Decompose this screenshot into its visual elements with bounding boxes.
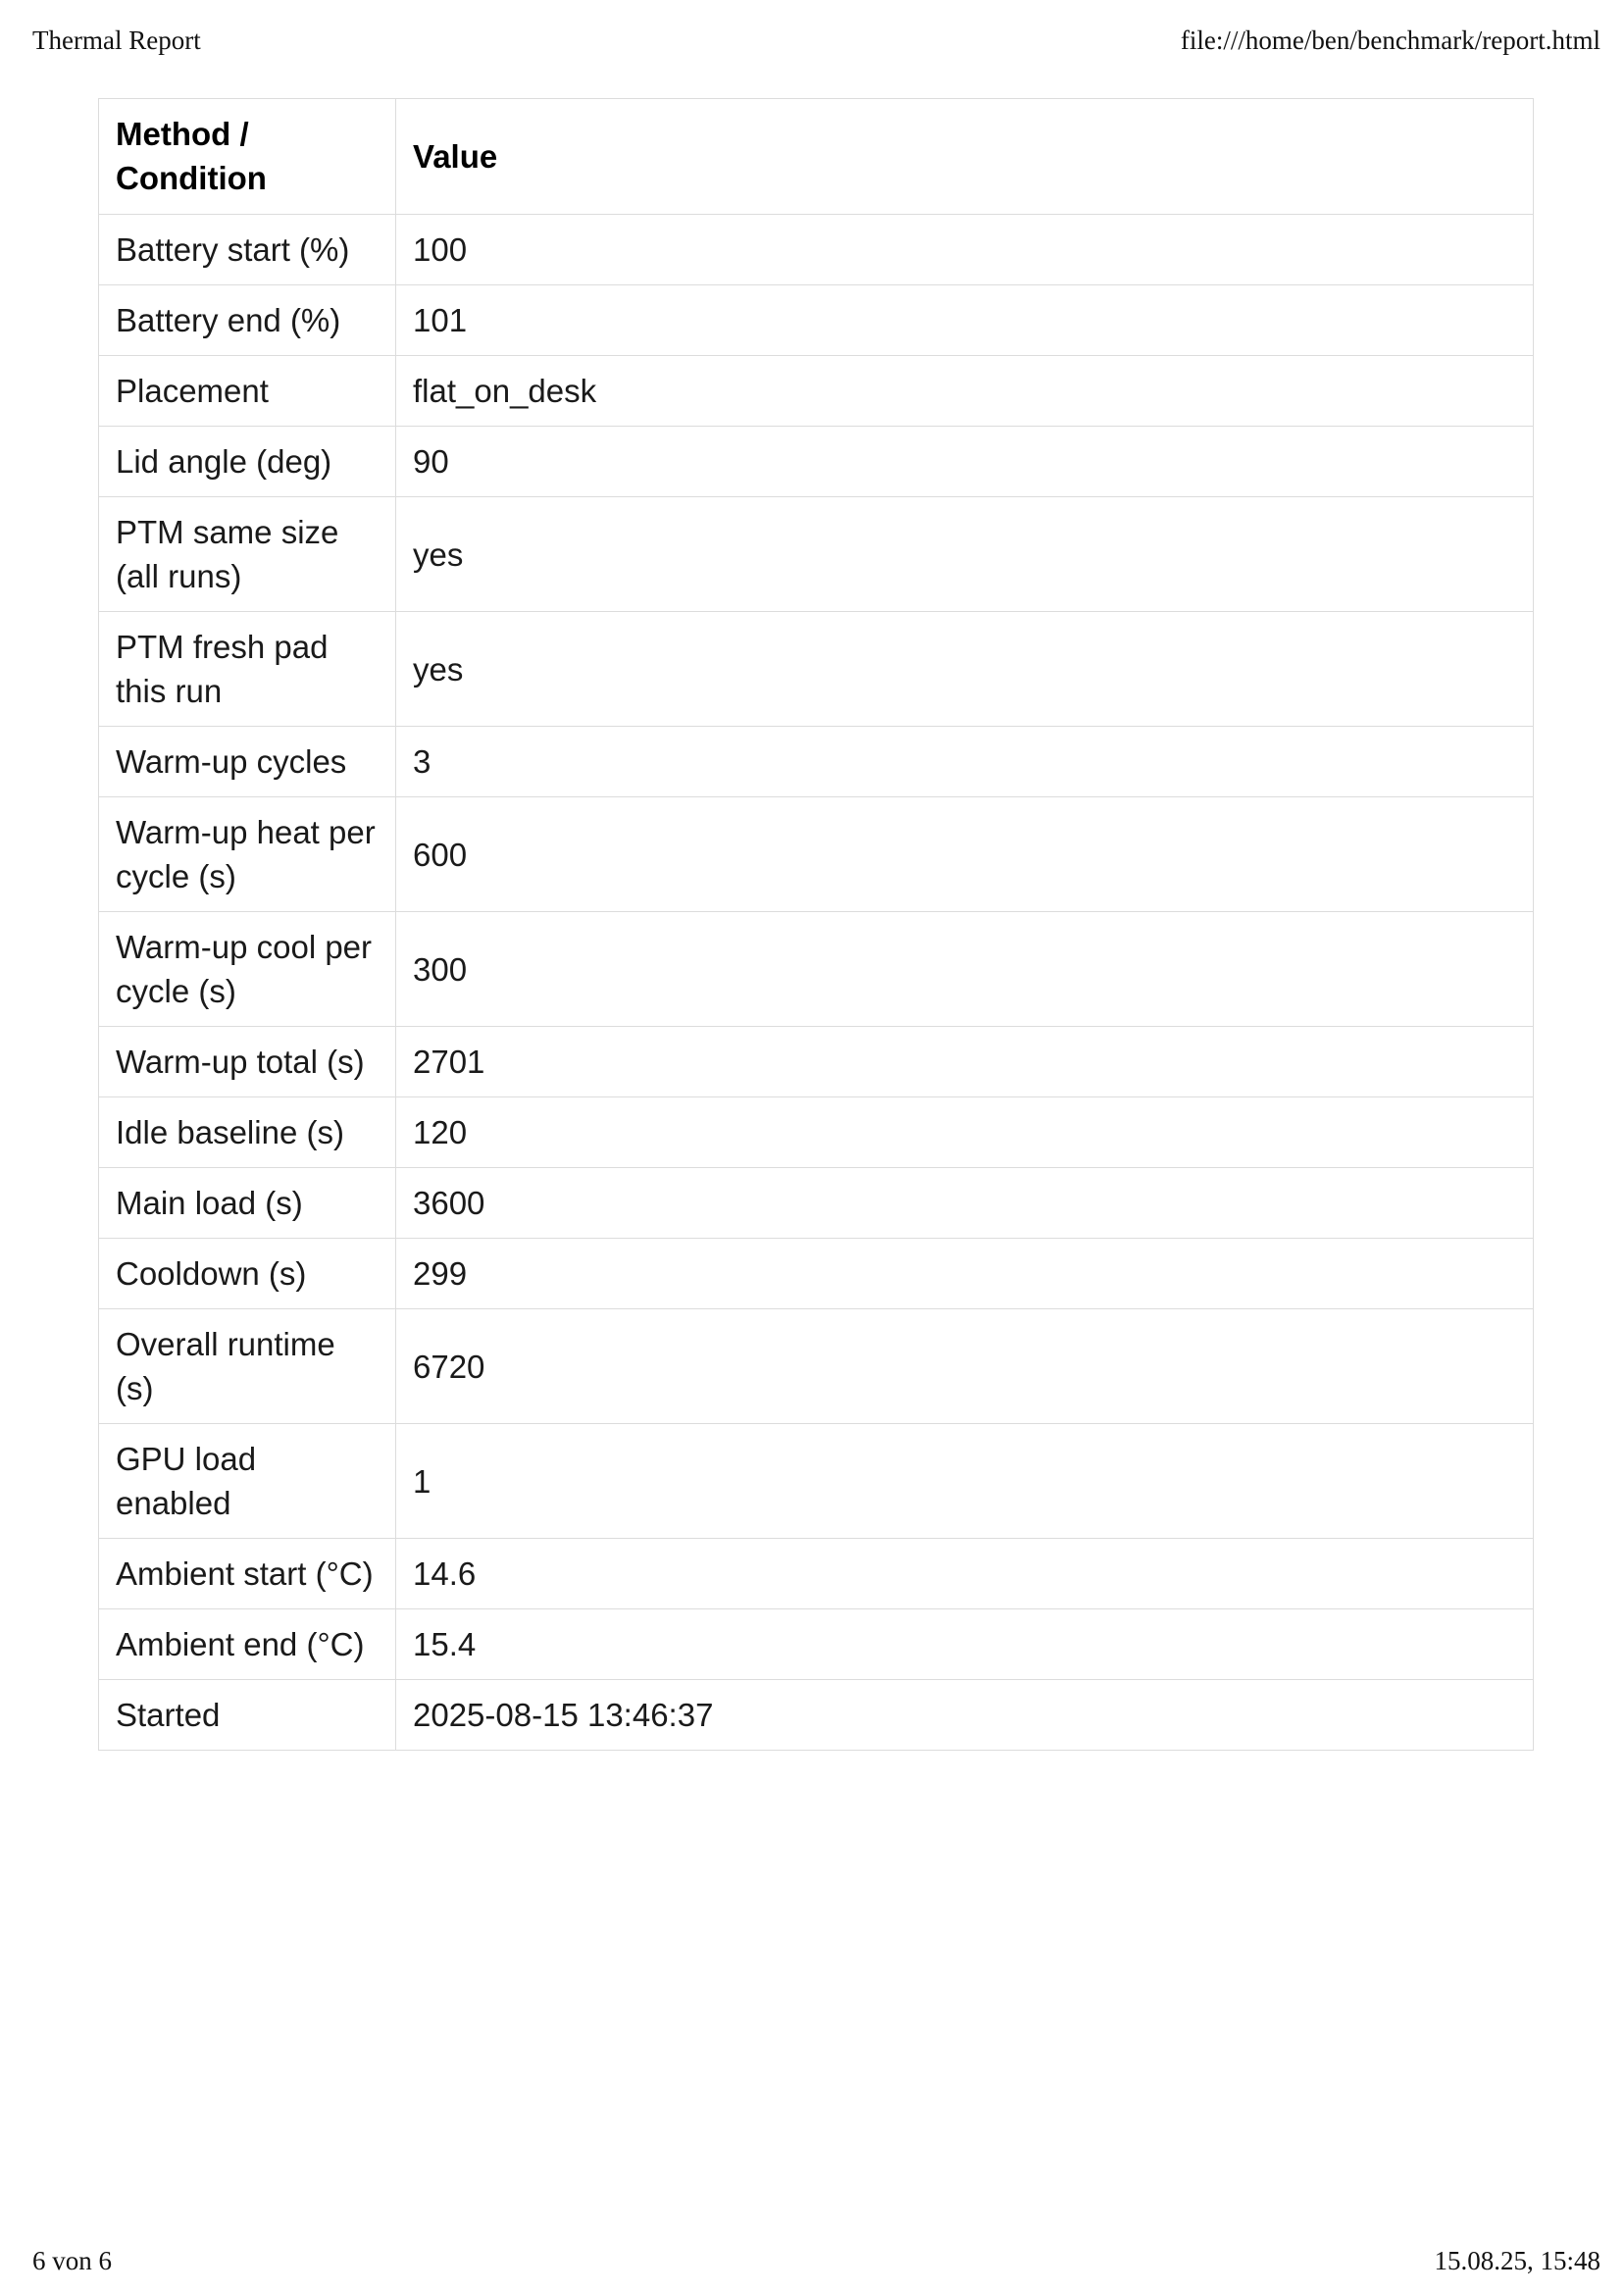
row-label: Lid angle (deg) [99,427,396,497]
row-label: Warm-up heat per cycle (s) [99,797,396,912]
row-value: 15.4 [396,1609,1534,1680]
print-footer [32,2246,1600,2276]
row-value: 300 [396,912,1534,1027]
row-label: Battery start (%) [99,215,396,285]
row-value: yes [396,612,1534,727]
table-row [99,1680,1534,1751]
page-number: 6 von 6 [32,2246,112,2275]
print-datetime: 15.08.25, 15:48 [1434,2246,1600,2275]
row-value: 90 [396,427,1534,497]
table-row [99,1168,1534,1239]
row-label: Warm-up cool per cycle (s) [99,912,396,1027]
row-value: 3600 [396,1168,1534,1239]
row-label: Ambient end (°C) [99,1609,396,1680]
method-condition-table [98,98,1534,1751]
print-title: Thermal Report [32,25,201,55]
row-label: Warm-up cycles [99,727,396,797]
row-label: Battery end (%) [99,285,396,356]
row-label: PTM fresh pad this run [99,612,396,727]
row-value: 6720 [396,1309,1534,1424]
table-header-row [99,99,1534,215]
row-label: PTM same size (all runs) [99,497,396,612]
row-label: Main load (s) [99,1168,396,1239]
row-value: 2025-08-15 13:46:37 [396,1680,1534,1751]
row-label: Idle baseline (s) [99,1097,396,1168]
row-value: 3 [396,727,1534,797]
table-body [99,215,1534,1751]
row-label: Overall runtime (s) [99,1309,396,1424]
table-row [99,1239,1534,1309]
table-row [99,912,1534,1027]
row-label: GPU load enabled [99,1424,396,1539]
column-header-method: Method / Condition [99,99,396,215]
table-row [99,1539,1534,1609]
row-value: 299 [396,1239,1534,1309]
row-label: Placement [99,356,396,427]
row-label: Ambient start (°C) [99,1539,396,1609]
print-url: file:///home/ben/benchmark/report.html [1180,25,1600,55]
table-row [99,797,1534,912]
row-value: 1 [396,1424,1534,1539]
report-table-container [98,98,1534,1751]
table-row [99,727,1534,797]
row-value: 600 [396,797,1534,912]
print-header [32,25,1600,56]
table-row [99,1027,1534,1097]
row-value: 2701 [396,1027,1534,1097]
table-row [99,215,1534,285]
table-row [99,427,1534,497]
table-row [99,1609,1534,1680]
table-row [99,356,1534,427]
row-value: yes [396,497,1534,612]
table-row [99,612,1534,727]
row-value: 101 [396,285,1534,356]
column-header-value: Value [396,99,1534,215]
row-label: Cooldown (s) [99,1239,396,1309]
table-row [99,1309,1534,1424]
row-value: 100 [396,215,1534,285]
row-value: 14.6 [396,1539,1534,1609]
row-label: Started [99,1680,396,1751]
row-value: flat_on_desk [396,356,1534,427]
table-row [99,1424,1534,1539]
table-row [99,1097,1534,1168]
table-row [99,497,1534,612]
table-row [99,285,1534,356]
row-label: Warm-up total (s) [99,1027,396,1097]
row-value: 120 [396,1097,1534,1168]
